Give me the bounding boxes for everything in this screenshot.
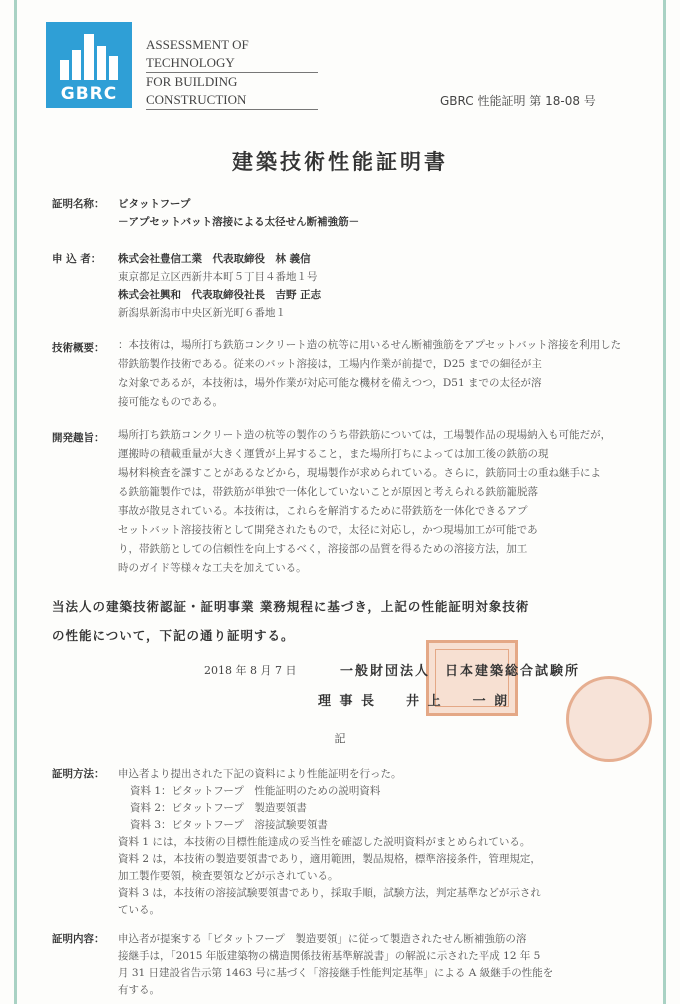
- content-label: 証明内容：: [52, 933, 105, 945]
- method-item: 資料 3：ビタットフープ 溶接試験要領書: [130, 819, 328, 831]
- background-line: 事故が散見されている。本技術は，これらを解消するために帯鉄筋を一体化できるアプ: [118, 505, 528, 517]
- assessment-heading: [146, 36, 318, 110]
- content-line: 申込者が提案する「ビタットフープ 製造要領」に従って製造されたせん断補強筋の溶: [118, 933, 527, 945]
- method-items: [130, 783, 380, 834]
- applicant-company-2: 株式会社興和 代表取締役社長 吉野 正志: [118, 289, 322, 301]
- background-line: 運搬時の積載重量が大きく運賃が上昇すること，また場所打ちによっては加工後の鉄筋の現: [118, 448, 549, 460]
- document-title: 建築技術性能証明書: [232, 149, 448, 174]
- gbrc-logo: [46, 22, 132, 108]
- assessment-line-2: FOR BUILDING CONSTRUCTION: [146, 73, 318, 110]
- logo-text: GBRC: [60, 84, 118, 104]
- background-line: 場材料検査を課すことがあるなどから，現場製作が求められている。さらに，鉄筋同士の重ね継手によ: [118, 467, 601, 479]
- background-text: [118, 426, 638, 578]
- background-line: り，帯鉄筋としての信頼性を向上するべく，溶接部の品質を得るための溶接方法，加工: [118, 543, 528, 555]
- issue-date: 2018 年 8 月 7 日: [204, 664, 297, 677]
- overview-line: 帯鉄筋製作技術である。従来のバット溶接は，工場内作業が前提で，D25 までの細径が主: [118, 358, 542, 370]
- overview-line: ：本技術は，場所打ち鉄筋コンクリート造の杭等に用いるせん断補強筋をアプセットバット溶接を利用した: [118, 339, 622, 351]
- applicant-address-2: 新潟県新潟市中央区新光町６番地１: [118, 307, 286, 319]
- cert-name-label: 証明名称：: [52, 198, 105, 210]
- content-line: 有する。: [118, 984, 160, 996]
- declaration: [52, 592, 642, 650]
- president-name: 理 事 長 井 上 一 朗: [318, 694, 510, 709]
- overview-label: 技術概要：: [52, 342, 105, 354]
- background-line: セットバット溶接技術として開発されたもので，太径に対応し，かつ現場加工が可能であ: [118, 524, 538, 536]
- method-label: 証明方法：: [52, 768, 105, 780]
- declaration-line-1: 当法人の建築技術認証・証明事業 業務規程に基づき，上記の性能証明対象技術: [52, 599, 530, 614]
- applicant-label: 申 込 者：: [52, 253, 102, 265]
- cert-name-line-2: －アプセットバット溶接による太径せん断補強筋－: [118, 216, 360, 228]
- certificate-number: GBRC 性能証明 第 18-08 号: [440, 94, 596, 108]
- method-note: 資料 2 は，本技術の製造要領書であり，適用範囲，製品規格，標準溶接条件，管理規定，: [118, 853, 541, 865]
- background-line: 場所打ち鉄筋コンクリート造の杭等の製作のうち帯鉄筋については，工場製作品の現場納入も可能だが，: [118, 429, 612, 441]
- background-label: 開発趣旨：: [52, 432, 105, 444]
- overview-line: 接可能なものである。: [118, 396, 223, 408]
- method-notes: [118, 834, 541, 919]
- content-text: [118, 931, 553, 999]
- applicant-address-1: 東京都足立区西新井本町５丁目４番地１号: [118, 271, 318, 283]
- background-line: 時のガイド等様々な工夫を加えている。: [118, 562, 307, 574]
- assessment-line-1: ASSESSMENT OF TECHNOLOGY: [146, 36, 318, 73]
- overview-text: [118, 336, 638, 412]
- method-note: 加工製作要領，検査要領などが示されている。: [118, 870, 339, 882]
- overview-line: な対象であるが，本技術は，場外作業が対応可能な機材を備えつつ，D51 までの太径が溶: [118, 377, 542, 389]
- president-seal: [566, 676, 652, 762]
- method-item: 資料 1：ビタットフープ 性能証明のための説明資料: [130, 785, 381, 797]
- method-note: ている。: [118, 904, 160, 916]
- content-line: 接継手は，「2015 年版建築物の構造関係技術基準解説書」の解説に示された平成 12 年 5: [118, 950, 541, 962]
- method-note: 資料 3 は，本技術の溶接試験要領書であり，採取手順，試験方法，判定基準などが示され: [118, 887, 541, 899]
- ki-heading: 記: [334, 732, 346, 745]
- declaration-line-2: の性能について，下記の通り証明する。: [52, 628, 295, 643]
- method-intro: 申込者より提出された下記の資料により性能証明を行った。: [118, 768, 402, 780]
- background-line: る鉄筋籠製作では，帯鉄筋が単独で一体化していないことが原因と考えられる鉄筋籠脱落: [118, 486, 538, 498]
- applicant-company-1: 株式会社豊信工業 代表取締役 林 義信: [118, 253, 311, 265]
- content-line: 月 31 日建設省告示第 1463 号に基づく「溶接継手性能判定基準」による A 級継手の性能を: [118, 967, 554, 979]
- method-item: 資料 2：ビタットフープ 製造要領書: [130, 802, 307, 814]
- cert-name-line-1: ビタットフープ: [118, 198, 191, 210]
- issuing-organization: 一般財団法人 日本建築総合試験所: [340, 664, 581, 679]
- method-note: 資料 1 には，本技術の目標性能達成の妥当性を確認した説明資料がまとめられている。: [118, 836, 531, 848]
